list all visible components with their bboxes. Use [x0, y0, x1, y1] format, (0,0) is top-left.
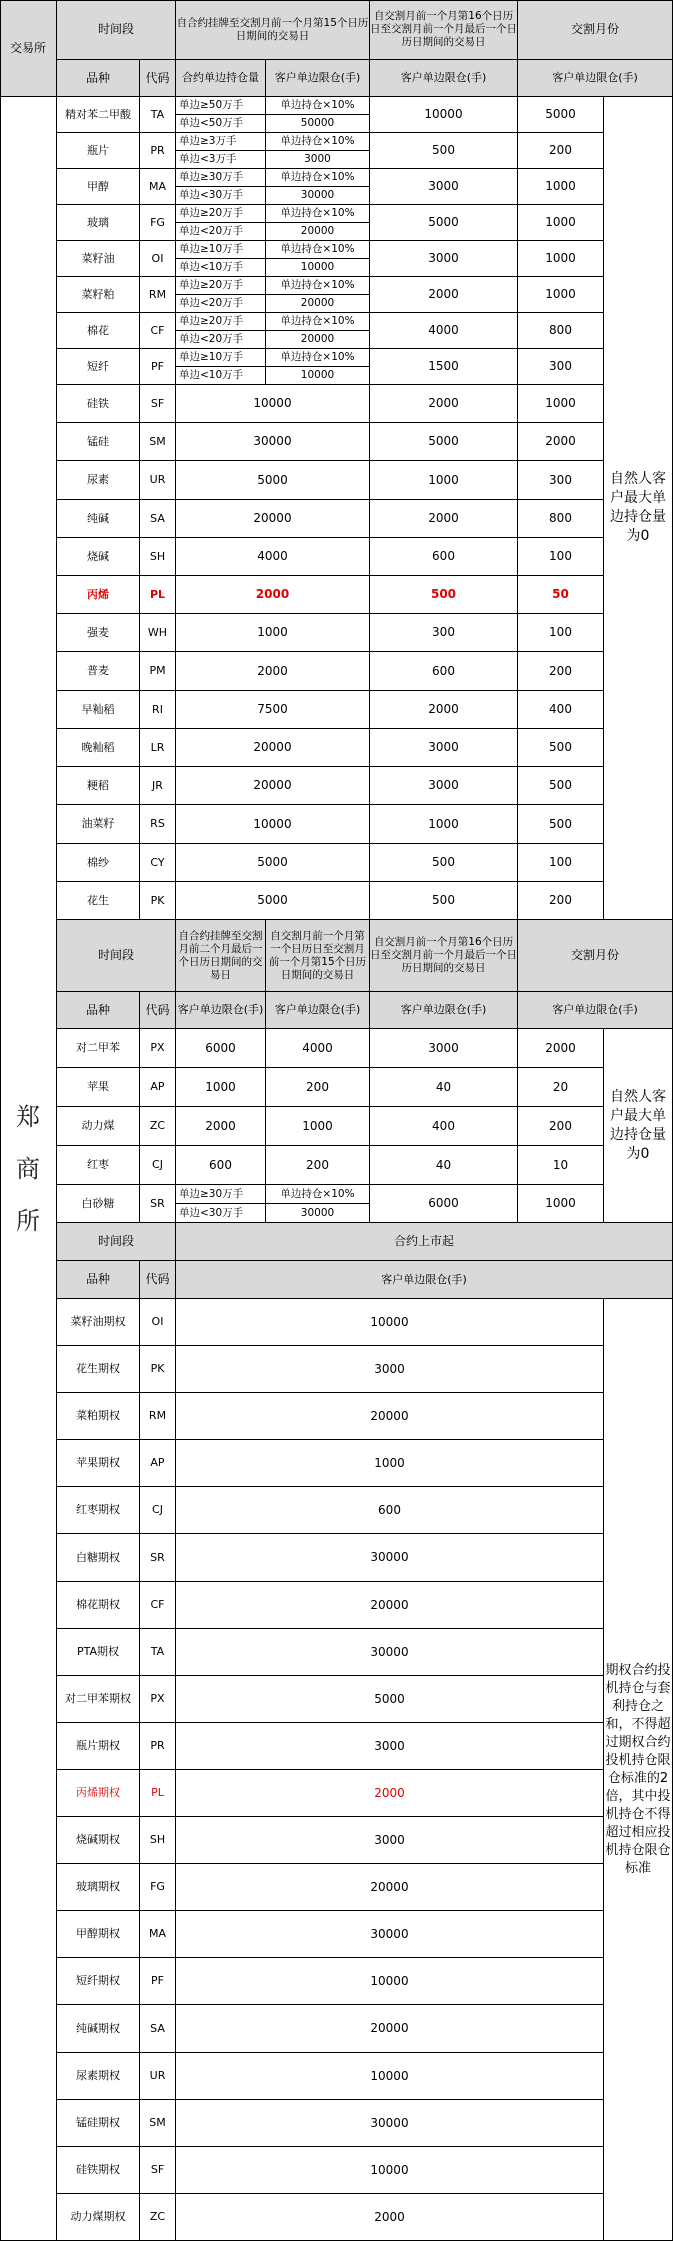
t2-period1: 自合约挂牌至交割月前二个月最后一个日历日期间的交易日	[176, 920, 266, 992]
exchange-name-char: 商	[16, 1154, 40, 1183]
limit-delivery-month: 500	[518, 805, 604, 844]
limit-delivery-month: 20	[518, 1068, 604, 1107]
limit-period3: 6000	[370, 1185, 518, 1223]
limit-pre-delivery: 2000	[370, 277, 518, 313]
limit-delivery-month: 100	[518, 614, 604, 652]
variety-name: 油菜籽	[57, 805, 140, 844]
option-code: SH	[140, 1817, 176, 1864]
limit-below: 50000	[266, 115, 370, 133]
variety-name: 菜籽油	[57, 241, 140, 277]
limit-pre-delivery: 600	[370, 652, 518, 691]
threshold-below: 单边<30万手	[176, 1204, 266, 1223]
option-limit: 2000	[176, 2194, 604, 2241]
option-code: MA	[140, 1911, 176, 1958]
limit-general: 4000	[176, 538, 370, 576]
limit-period1: 6000	[176, 1029, 266, 1068]
option-limit: 30000	[176, 2100, 604, 2147]
option-name: 甲醇期权	[57, 1911, 140, 1958]
threshold-above: 单边≥20万手	[176, 205, 266, 223]
variety-code: PK	[140, 882, 176, 920]
option-code: SM	[140, 2100, 176, 2147]
t1-period2: 自交割月前一个月第16个日历日至交割月前一个月最后一个日历日期间的交易日	[370, 0, 518, 60]
variety-name: 红枣	[57, 1146, 140, 1185]
variety-name: 早籼稻	[57, 691, 140, 729]
limit-pre-delivery: 2000	[370, 691, 518, 729]
option-limit: 600	[176, 1487, 604, 1534]
threshold-below: 单边<10万手	[176, 259, 266, 277]
threshold-above: 单边≥3万手	[176, 133, 266, 151]
limit-pre-delivery: 3000	[370, 241, 518, 277]
variety-name: 锰硅	[57, 423, 140, 461]
limit-period2: 4000	[266, 1029, 370, 1068]
option-name: 花生期权	[57, 1346, 140, 1393]
variety-name: 丙烯	[57, 576, 140, 614]
threshold-above: 单边≥30万手	[176, 169, 266, 187]
limit-delivery-month: 5000	[518, 97, 604, 133]
limit-delivery-month: 50	[518, 576, 604, 614]
variety-name: 尿素	[57, 461, 140, 500]
limit-above: 单边持仓×10%	[266, 1185, 370, 1204]
limit-period3: 3000	[370, 1029, 518, 1068]
limit-above: 单边持仓×10%	[266, 97, 370, 115]
t1-sub3: 客户单边限仓(手)	[370, 60, 518, 97]
threshold-above: 单边≥10万手	[176, 349, 266, 367]
option-name: PTA期权	[57, 1629, 140, 1676]
option-name: 锰硅期权	[57, 2100, 140, 2147]
option-name: 短纤期权	[57, 1958, 140, 2005]
limit-delivery-month: 400	[518, 691, 604, 729]
variety-name: 瓶片	[57, 133, 140, 169]
option-name: 菜籽油期权	[57, 1299, 140, 1346]
option-name: 红枣期权	[57, 1487, 140, 1534]
option-limit: 30000	[176, 1534, 604, 1582]
limit-delivery-month: 200	[518, 882, 604, 920]
variety-name: 普麦	[57, 652, 140, 691]
option-name: 对二甲苯期权	[57, 1676, 140, 1723]
exchange-name-cell	[0, 97, 57, 2241]
option-limit: 3000	[176, 1817, 604, 1864]
t1-code-label: 代码	[140, 60, 176, 97]
variety-code: UR	[140, 461, 176, 500]
limit-pre-delivery: 3000	[370, 729, 518, 767]
limit-general: 7500	[176, 691, 370, 729]
t3-period: 合约上市起	[176, 1223, 673, 1261]
variety-code: PL	[140, 576, 176, 614]
threshold-above: 单边≥30万手	[176, 1185, 266, 1204]
variety-name: 晚籼稻	[57, 729, 140, 767]
threshold-below: 单边<20万手	[176, 331, 266, 349]
exchange-name-char: 所	[16, 1206, 40, 1235]
threshold-below: 单边<10万手	[176, 367, 266, 385]
threshold-above: 单边≥50万手	[176, 97, 266, 115]
t3-sub: 客户单边限仓(手)	[176, 1261, 673, 1299]
limit-pre-delivery: 2000	[370, 385, 518, 423]
variety-code: MA	[140, 169, 176, 205]
threshold-above: 单边≥20万手	[176, 277, 266, 295]
variety-code: PX	[140, 1029, 176, 1068]
limit-above: 单边持仓×10%	[266, 169, 370, 187]
t1-natural-person-note: 自然人客户最大单边持仓量为0	[604, 97, 673, 920]
limit-delivery-month: 1000	[518, 241, 604, 277]
t3-option-note: 期权合约投机持仓与套利持仓之和，不得超过期权合约投机持仓限仓标准的2倍，其中投机持仓不得超过相应投机持仓限仓标准	[604, 1299, 673, 2241]
t1-sub1: 合约单边持仓量	[176, 60, 266, 97]
variety-name: 硅铁	[57, 385, 140, 423]
option-code: CF	[140, 1582, 176, 1629]
limit-general: 20000	[176, 767, 370, 805]
limit-below: 10000	[266, 259, 370, 277]
limit-below: 20000	[266, 331, 370, 349]
variety-code: RI	[140, 691, 176, 729]
limit-period2: 1000	[266, 1107, 370, 1146]
limit-general: 10000	[176, 385, 370, 423]
t3-variety-label: 品种	[57, 1261, 140, 1299]
threshold-above: 单边≥20万手	[176, 313, 266, 331]
limit-pre-delivery: 1000	[370, 805, 518, 844]
limit-period1: 1000	[176, 1068, 266, 1107]
limit-delivery-month: 100	[518, 538, 604, 576]
variety-code: SF	[140, 385, 176, 423]
option-limit: 3000	[176, 1723, 604, 1770]
t2-period2: 自交割月前一个月第一个日历日至交割月前一个月第15个日历日期间的交易日	[266, 920, 370, 992]
limit-delivery-month: 2000	[518, 1029, 604, 1068]
option-limit: 10000	[176, 1299, 604, 1346]
limit-delivery-month: 1000	[518, 277, 604, 313]
t2-sub2: 客户单边限仓(手)	[266, 992, 370, 1029]
variety-code: LR	[140, 729, 176, 767]
limit-period3: 40	[370, 1068, 518, 1107]
threshold-below: 单边<20万手	[176, 223, 266, 241]
limit-delivery-month: 200	[518, 133, 604, 169]
variety-code: CF	[140, 313, 176, 349]
limit-below: 10000	[266, 367, 370, 385]
t1-period-label: 时间段	[57, 0, 176, 60]
limit-pre-delivery: 500	[370, 576, 518, 614]
limit-pre-delivery: 300	[370, 614, 518, 652]
variety-code: FG	[140, 205, 176, 241]
limit-pre-delivery: 500	[370, 133, 518, 169]
option-name: 烧碱期权	[57, 1817, 140, 1864]
variety-name: 苹果	[57, 1068, 140, 1107]
variety-code: CY	[140, 844, 176, 882]
limit-pre-delivery: 600	[370, 538, 518, 576]
threshold-above: 单边≥10万手	[176, 241, 266, 259]
option-name: 硅铁期权	[57, 2147, 140, 2194]
option-limit: 5000	[176, 1676, 604, 1723]
option-limit: 20000	[176, 1582, 604, 1629]
limit-above: 单边持仓×10%	[266, 205, 370, 223]
limit-delivery-month: 200	[518, 652, 604, 691]
option-code: CJ	[140, 1487, 176, 1534]
limit-delivery-month: 500	[518, 729, 604, 767]
option-code: PK	[140, 1346, 176, 1393]
option-code: PR	[140, 1723, 176, 1770]
t2-code-label: 代码	[140, 992, 176, 1029]
option-name: 瓶片期权	[57, 1723, 140, 1770]
limit-general: 10000	[176, 805, 370, 844]
variety-name: 甲醇	[57, 169, 140, 205]
t3-period-label: 时间段	[57, 1223, 176, 1261]
limit-delivery-month: 300	[518, 461, 604, 500]
limit-above: 单边持仓×10%	[266, 241, 370, 259]
option-name: 纯碱期权	[57, 2005, 140, 2053]
t2-sub4: 客户单边限仓(手)	[518, 992, 673, 1029]
limit-general: 20000	[176, 729, 370, 767]
option-code: ZC	[140, 2194, 176, 2241]
option-limit: 20000	[176, 1393, 604, 1440]
option-name: 菜粕期权	[57, 1393, 140, 1440]
variety-code: RS	[140, 805, 176, 844]
option-code: PF	[140, 1958, 176, 2005]
option-code: OI	[140, 1299, 176, 1346]
option-code: PL	[140, 1770, 176, 1817]
limit-above: 单边持仓×10%	[266, 313, 370, 331]
limit-delivery-month: 800	[518, 500, 604, 538]
variety-code: CJ	[140, 1146, 176, 1185]
option-limit: 1000	[176, 1440, 604, 1487]
t2-variety-label: 品种	[57, 992, 140, 1029]
option-limit: 3000	[176, 1346, 604, 1393]
limit-period3: 40	[370, 1146, 518, 1185]
option-name: 动力煤期权	[57, 2194, 140, 2241]
t1-period1: 自合约挂牌至交割月前一个月第15个日历日期间的交易日	[176, 0, 370, 60]
variety-name: 棉纱	[57, 844, 140, 882]
option-code: FG	[140, 1864, 176, 1911]
t3-code-label: 代码	[140, 1261, 176, 1299]
limit-below: 3000	[266, 151, 370, 169]
variety-code: PF	[140, 349, 176, 385]
limit-below: 20000	[266, 223, 370, 241]
variety-name: 纯碱	[57, 500, 140, 538]
variety-code: ZC	[140, 1107, 176, 1146]
option-limit: 10000	[176, 1958, 604, 2005]
variety-code: TA	[140, 97, 176, 133]
variety-name: 白砂糖	[57, 1185, 140, 1223]
limit-delivery-month: 1000	[518, 169, 604, 205]
variety-name: 短纤	[57, 349, 140, 385]
limit-pre-delivery: 1500	[370, 349, 518, 385]
limit-delivery-month: 800	[518, 313, 604, 349]
variety-name: 精对苯二甲酸	[57, 97, 140, 133]
option-code: TA	[140, 1629, 176, 1676]
t2-period4: 交割月份	[518, 920, 673, 992]
limit-general: 30000	[176, 423, 370, 461]
limit-delivery-month: 10	[518, 1146, 604, 1185]
limit-above: 单边持仓×10%	[266, 133, 370, 151]
t2-sub1: 客户单边限仓(手)	[176, 992, 266, 1029]
option-limit: 20000	[176, 2005, 604, 2053]
variety-code: SH	[140, 538, 176, 576]
limit-general: 20000	[176, 500, 370, 538]
variety-code: PR	[140, 133, 176, 169]
limit-period1: 600	[176, 1146, 266, 1185]
exchange-name-char: 郑	[16, 1102, 40, 1131]
t2-natural-person-note: 自然人客户最大单边持仓量为0	[604, 1029, 673, 1223]
limit-pre-delivery: 3000	[370, 767, 518, 805]
variety-code: SM	[140, 423, 176, 461]
limit-pre-delivery: 2000	[370, 500, 518, 538]
limit-above: 单边持仓×10%	[266, 349, 370, 367]
t2-period3: 自交割月前一个月第16个日历日至交割月前一个月最后一个日历日期间的交易日	[370, 920, 518, 992]
option-limit: 30000	[176, 1629, 604, 1676]
variety-name: 粳稻	[57, 767, 140, 805]
option-name: 尿素期权	[57, 2053, 140, 2100]
limit-general: 1000	[176, 614, 370, 652]
limit-delivery-month: 100	[518, 844, 604, 882]
limit-delivery-month: 1000	[518, 1185, 604, 1223]
limit-pre-delivery: 5000	[370, 205, 518, 241]
limit-delivery-month: 1000	[518, 205, 604, 241]
limit-general: 2000	[176, 652, 370, 691]
variety-code: AP	[140, 1068, 176, 1107]
option-name: 苹果期权	[57, 1440, 140, 1487]
option-limit: 30000	[176, 1911, 604, 1958]
variety-name: 烧碱	[57, 538, 140, 576]
exchange-header: 交易所	[0, 0, 57, 97]
limit-period2: 200	[266, 1146, 370, 1185]
variety-name: 动力煤	[57, 1107, 140, 1146]
limit-delivery-month: 500	[518, 767, 604, 805]
variety-code: PM	[140, 652, 176, 691]
variety-code: WH	[140, 614, 176, 652]
option-limit: 20000	[176, 1864, 604, 1911]
limit-pre-delivery: 5000	[370, 423, 518, 461]
t2-period-label: 时间段	[57, 920, 176, 992]
limit-below: 20000	[266, 295, 370, 313]
limit-general: 2000	[176, 576, 370, 614]
limit-pre-delivery: 500	[370, 882, 518, 920]
option-code: RM	[140, 1393, 176, 1440]
variety-name: 棉花	[57, 313, 140, 349]
t1-sub4: 客户单边限仓(手)	[518, 60, 673, 97]
variety-code: OI	[140, 241, 176, 277]
limit-delivery-month: 200	[518, 1107, 604, 1146]
threshold-below: 单边<20万手	[176, 295, 266, 313]
option-code: UR	[140, 2053, 176, 2100]
limit-general: 5000	[176, 461, 370, 500]
t1-sub2: 客户单边限仓(手)	[266, 60, 370, 97]
option-limit: 2000	[176, 1770, 604, 1817]
option-name: 棉花期权	[57, 1582, 140, 1629]
variety-name: 玻璃	[57, 205, 140, 241]
limit-below: 30000	[266, 187, 370, 205]
option-code: SF	[140, 2147, 176, 2194]
threshold-below: 单边<30万手	[176, 187, 266, 205]
limit-above: 单边持仓×10%	[266, 277, 370, 295]
threshold-below: 单边<50万手	[176, 115, 266, 133]
threshold-below: 单边<3万手	[176, 151, 266, 169]
limit-delivery-month: 1000	[518, 385, 604, 423]
option-limit: 10000	[176, 2147, 604, 2194]
variety-name: 强麦	[57, 614, 140, 652]
variety-code: SA	[140, 500, 176, 538]
variety-code: RM	[140, 277, 176, 313]
option-code: SA	[140, 2005, 176, 2053]
limit-period1: 2000	[176, 1107, 266, 1146]
limit-delivery-month: 300	[518, 349, 604, 385]
limit-below: 30000	[266, 1204, 370, 1223]
t2-sub3: 客户单边限仓(手)	[370, 992, 518, 1029]
t1-variety-label: 品种	[57, 60, 140, 97]
option-code: PX	[140, 1676, 176, 1723]
variety-code: JR	[140, 767, 176, 805]
limit-pre-delivery: 10000	[370, 97, 518, 133]
limit-period3: 400	[370, 1107, 518, 1146]
limit-pre-delivery: 4000	[370, 313, 518, 349]
option-name: 白糖期权	[57, 1534, 140, 1582]
limit-general: 5000	[176, 844, 370, 882]
t1-period3: 交割月份	[518, 0, 673, 60]
variety-name: 花生	[57, 882, 140, 920]
option-code: SR	[140, 1534, 176, 1582]
limit-pre-delivery: 1000	[370, 461, 518, 500]
option-limit: 10000	[176, 2053, 604, 2100]
option-code: AP	[140, 1440, 176, 1487]
variety-code: SR	[140, 1185, 176, 1223]
limit-general: 5000	[176, 882, 370, 920]
limit-delivery-month: 2000	[518, 423, 604, 461]
option-name: 丙烯期权	[57, 1770, 140, 1817]
limit-pre-delivery: 500	[370, 844, 518, 882]
variety-name: 对二甲苯	[57, 1029, 140, 1068]
limit-pre-delivery: 3000	[370, 169, 518, 205]
variety-name: 菜籽粕	[57, 277, 140, 313]
limit-period2: 200	[266, 1068, 370, 1107]
option-name: 玻璃期权	[57, 1864, 140, 1911]
